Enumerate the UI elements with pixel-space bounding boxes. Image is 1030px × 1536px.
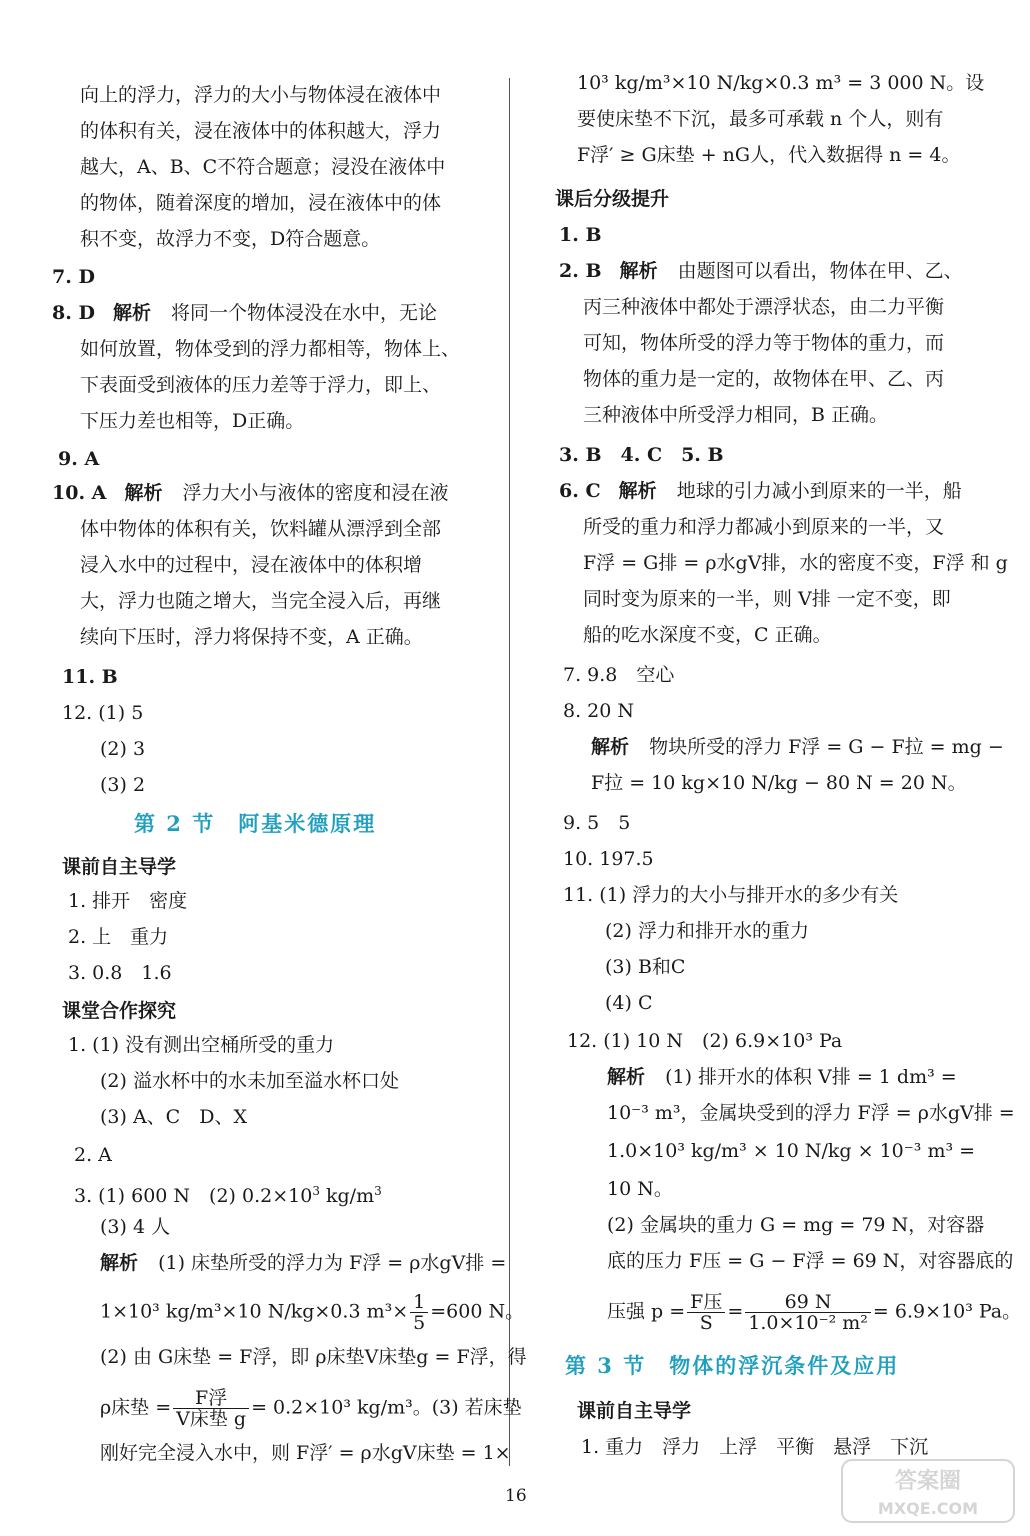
answer-after-6: [559, 478, 962, 504]
answer-class-1-1: 1. (1) 没有测出空桶所受的重力: [68, 1034, 335, 1056]
text-line: (1) 排开水的体积 V排 = 1 dm³ =: [665, 1066, 957, 1088]
text-line: 丙三种液体中都处于漂浮状态，由二力平衡: [583, 296, 945, 318]
analysis-tag: 解析: [619, 260, 658, 282]
answer-11: 11. B: [62, 666, 118, 688]
text-line: 续向下压时，浮力将保持不变，A 正确。: [80, 626, 423, 648]
text-line: 体中物体的体积有关，饮料罐从漂浮到全部: [80, 518, 442, 540]
text-line: 向上的浮力，浮力的大小与物体浸在液体中: [80, 84, 442, 106]
text-segment: =600 N。: [430, 1300, 525, 1323]
answer-after-8: 8. 20 N: [563, 700, 635, 722]
answer-after-11-2: (2) 浮力和排开水的重力: [605, 920, 809, 942]
fraction: [173, 1388, 249, 1429]
heading-pre-study: 课前自主导学: [62, 856, 177, 878]
analysis-12-pressure: 压强 p = $\frac{\text{F压}}{S}$ = $\frac{69 N}{\text{1.0×10⁻² m²}}$ = 6.9×10³ Pa。: [607, 1291, 1022, 1334]
answer-class-3-1: [74, 1178, 382, 1209]
answer-7: 7. D: [52, 266, 95, 288]
text-segment: 压强 p =: [607, 1300, 686, 1323]
text-line: 如何放置，物体受到的浮力都相等，物体上、: [80, 338, 461, 360]
answer-after-11-1: 11. (1) 浮力的大小与排开水的多少有关: [563, 884, 899, 906]
answer-number: 2. B: [559, 260, 602, 282]
column-divider: [509, 78, 510, 1466]
superscript: 3: [374, 1184, 382, 1198]
text-line: 10³ kg/m³×10 N/kg×0.3 m³ = 3 000 N。设: [577, 72, 985, 94]
text-segment: = 6.9×10³ Pa。: [872, 1300, 1022, 1323]
analysis-tag: 解析: [618, 480, 657, 502]
fraction: [687, 1292, 725, 1333]
fraction-denominator: 5: [413, 1312, 426, 1334]
text-segment: ρ床垫 =: [100, 1396, 172, 1419]
answer-after-2: [559, 258, 963, 284]
text-line: 三种液体中所受浮力相同，B 正确。: [583, 404, 889, 426]
answer-pre-2: 2. 上 重力: [68, 926, 169, 948]
analysis-tag: 解析: [112, 302, 151, 324]
fraction-denominator: 1.0×10⁻² m²: [748, 1312, 868, 1334]
fraction-numerator: F浮: [173, 1388, 249, 1409]
answer-class-1-2: (2) 溢水杯中的水未加至溢水杯口处: [100, 1070, 399, 1092]
text-segment: = 0.2×10³ kg/m³。(3) 若床垫: [251, 1396, 522, 1419]
text-line: 大，浮力也随之增大，当完全浸入后，再继: [80, 590, 442, 612]
answer-8: [52, 300, 437, 326]
text-line: 下压力差也相等，D正确。: [80, 410, 305, 432]
analysis-3c: (2) 由 G床垫 = F浮，即 ρ床垫V床垫g = F浮，得: [100, 1346, 527, 1368]
answer-after-9: 9. 5 5: [563, 812, 631, 834]
answer-12-part1: 12. (1) 5: [62, 702, 144, 724]
answer-after-11-3: (3) B和C: [605, 956, 686, 978]
answer-class-1-3: (3) A、C D、X: [100, 1106, 247, 1128]
heading-after-class: 课后分级提升: [555, 188, 670, 210]
analysis-3a: [100, 1250, 506, 1276]
text-line: 的体积有关，浸在液体中的体积越大，浮力: [80, 120, 442, 142]
text-line: 可知，物体所受的浮力等于物体的重力，而: [583, 332, 945, 354]
text-line: 船的吃水深度不变，C 正确。: [583, 624, 832, 646]
fraction: [410, 1292, 428, 1333]
text-line: 的物体，随着深度的增加，浸在液体中的体: [80, 192, 442, 214]
answer-pre-1: 1. 排开 密度: [68, 890, 188, 912]
section-title-3: 第 3 节 物体的浮沉条件及应用: [565, 1353, 900, 1378]
answer-number: 6. C: [559, 480, 601, 502]
text-line: 底的压力 F压 = G − F浮 = 69 N，对容器底的: [607, 1250, 1014, 1272]
analysis-8a: [591, 734, 1004, 760]
fraction: [745, 1292, 871, 1333]
answer-number: 8. D: [52, 302, 95, 324]
watermark-url: MXQE.COM: [877, 1499, 979, 1518]
fraction-denominator: S: [699, 1312, 713, 1334]
text-line: 10⁻³ m³，金属块受到的浮力 F浮 = ρ水gV排 =: [607, 1102, 1015, 1124]
answer-12-part3: (3) 2: [100, 774, 146, 796]
answer-after-11-4: (4) C: [605, 992, 653, 1014]
heading-class-study: 课堂合作探究: [62, 1000, 177, 1022]
answer-after-10: 10. 197.5: [563, 848, 654, 870]
answer-12-part2: (2) 3: [100, 738, 146, 760]
answer-pre3-1: 1. 重力 浮力 上浮 平衡 悬浮 下沉: [581, 1436, 929, 1458]
text-segment: 1×10³ kg/m³×10 N/kg×0.3 m³×: [100, 1300, 409, 1323]
text-line: 越大，A、B、C不符合题意；浸没在液体中: [80, 156, 446, 178]
text-line: 浮力大小与液体的密度和浸在液: [182, 482, 449, 504]
text-line: 积不变，故浮力不变，D符合题意。: [80, 228, 381, 250]
answer-after-7: 7. 9.8 空心: [563, 664, 675, 686]
analysis-12a: [607, 1064, 957, 1090]
text-line: (2) 金属块的重力 G = mg = 79 N，对容器: [607, 1214, 985, 1236]
answer-number: 10. A: [52, 482, 107, 504]
text-line: 10 N。: [607, 1178, 673, 1200]
text-line: 物块所受的浮力 F浮 = G − F拉 = mg −: [649, 736, 1004, 758]
analysis-8b: F拉 = 10 kg×10 N/kg − 80 N = 20 N。: [591, 772, 967, 794]
text-line: 物体的重力是一定的，故物体在甲、乙、丙: [583, 368, 945, 390]
answer-class-2: 2. A: [74, 1144, 112, 1166]
answer-after-12: 12. (1) 10 N (2) 6.9×10³ Pa: [567, 1030, 843, 1052]
section-title-2: 第 2 节 阿基米德原理: [134, 811, 377, 836]
page-number: 16: [505, 1486, 527, 1506]
text-segment: 3. (1) 600 N (2) 0.2×10: [74, 1185, 313, 1207]
fraction-numerator: 69 N: [745, 1292, 871, 1313]
answer-after-3-5: 3. B 4. C 5. B: [559, 444, 724, 466]
text-line: 浸入水中的过程中，浸在液体中的体积增: [80, 554, 423, 576]
text-line: 所受的重力和浮力都减小到原来的一半，又: [583, 516, 945, 538]
analysis-tag: 解析: [607, 1066, 646, 1088]
heading-pre-study-3: 课前自主导学: [577, 1400, 692, 1422]
superscript: 3: [312, 1184, 320, 1198]
analysis-tag: 解析: [124, 482, 163, 504]
watermark-logo: [838, 1456, 1018, 1526]
answer-10: [52, 480, 449, 506]
text-line: F浮′ ≥ G床垫 + nG人，代入数据得 n = 4。: [577, 144, 961, 166]
text-line: 将同一个物体浸没在水中，无论: [171, 302, 438, 324]
answer-pre-3: 3. 0.8 1.6: [68, 962, 172, 984]
text-line: 1.0×10³ kg/m³ × 10 N/kg × 10⁻³ m³ =: [607, 1140, 976, 1162]
answer-class-3-2: (3) 4 人: [100, 1216, 171, 1238]
watermark-text: 答案圈: [894, 1469, 962, 1494]
answer-9: 9. A: [58, 448, 100, 470]
text-segment: kg/m: [319, 1185, 375, 1207]
text-line: (1) 床垫所受的浮力为 F浮 = ρ水gV排 =: [158, 1252, 507, 1274]
analysis-tag: 解析: [100, 1252, 139, 1274]
text-line: 要使床垫不下沉，最多可承载 n 个人，则有: [577, 108, 944, 130]
analysis-tag: 解析: [591, 736, 630, 758]
fraction-numerator: 1: [410, 1292, 428, 1313]
analysis-3e: 刚好完全浸入水中，则 F浮′ = ρ水gV床垫 = 1×: [100, 1442, 511, 1464]
analysis-3b: [100, 1292, 524, 1333]
analysis-3d: [100, 1388, 522, 1429]
text-line: 由题图可以看出，物体在甲、乙、: [677, 260, 963, 282]
text-line: F浮 = G排 = ρ水gV排，水的密度不变，F浮 和 g: [583, 552, 1008, 574]
text-line: 下表面受到液体的压力差等于浮力，即上、: [80, 374, 442, 396]
answer-after-1: 1. B: [559, 224, 602, 246]
fraction-numerator: F压: [687, 1292, 725, 1313]
fraction-denominator: V床垫 g: [176, 1408, 247, 1430]
text-line: 地球的引力减小到原来的一半，船: [676, 480, 962, 502]
text-line: 同时变为原来的一半，则 V排 一定不变，即: [583, 588, 951, 610]
